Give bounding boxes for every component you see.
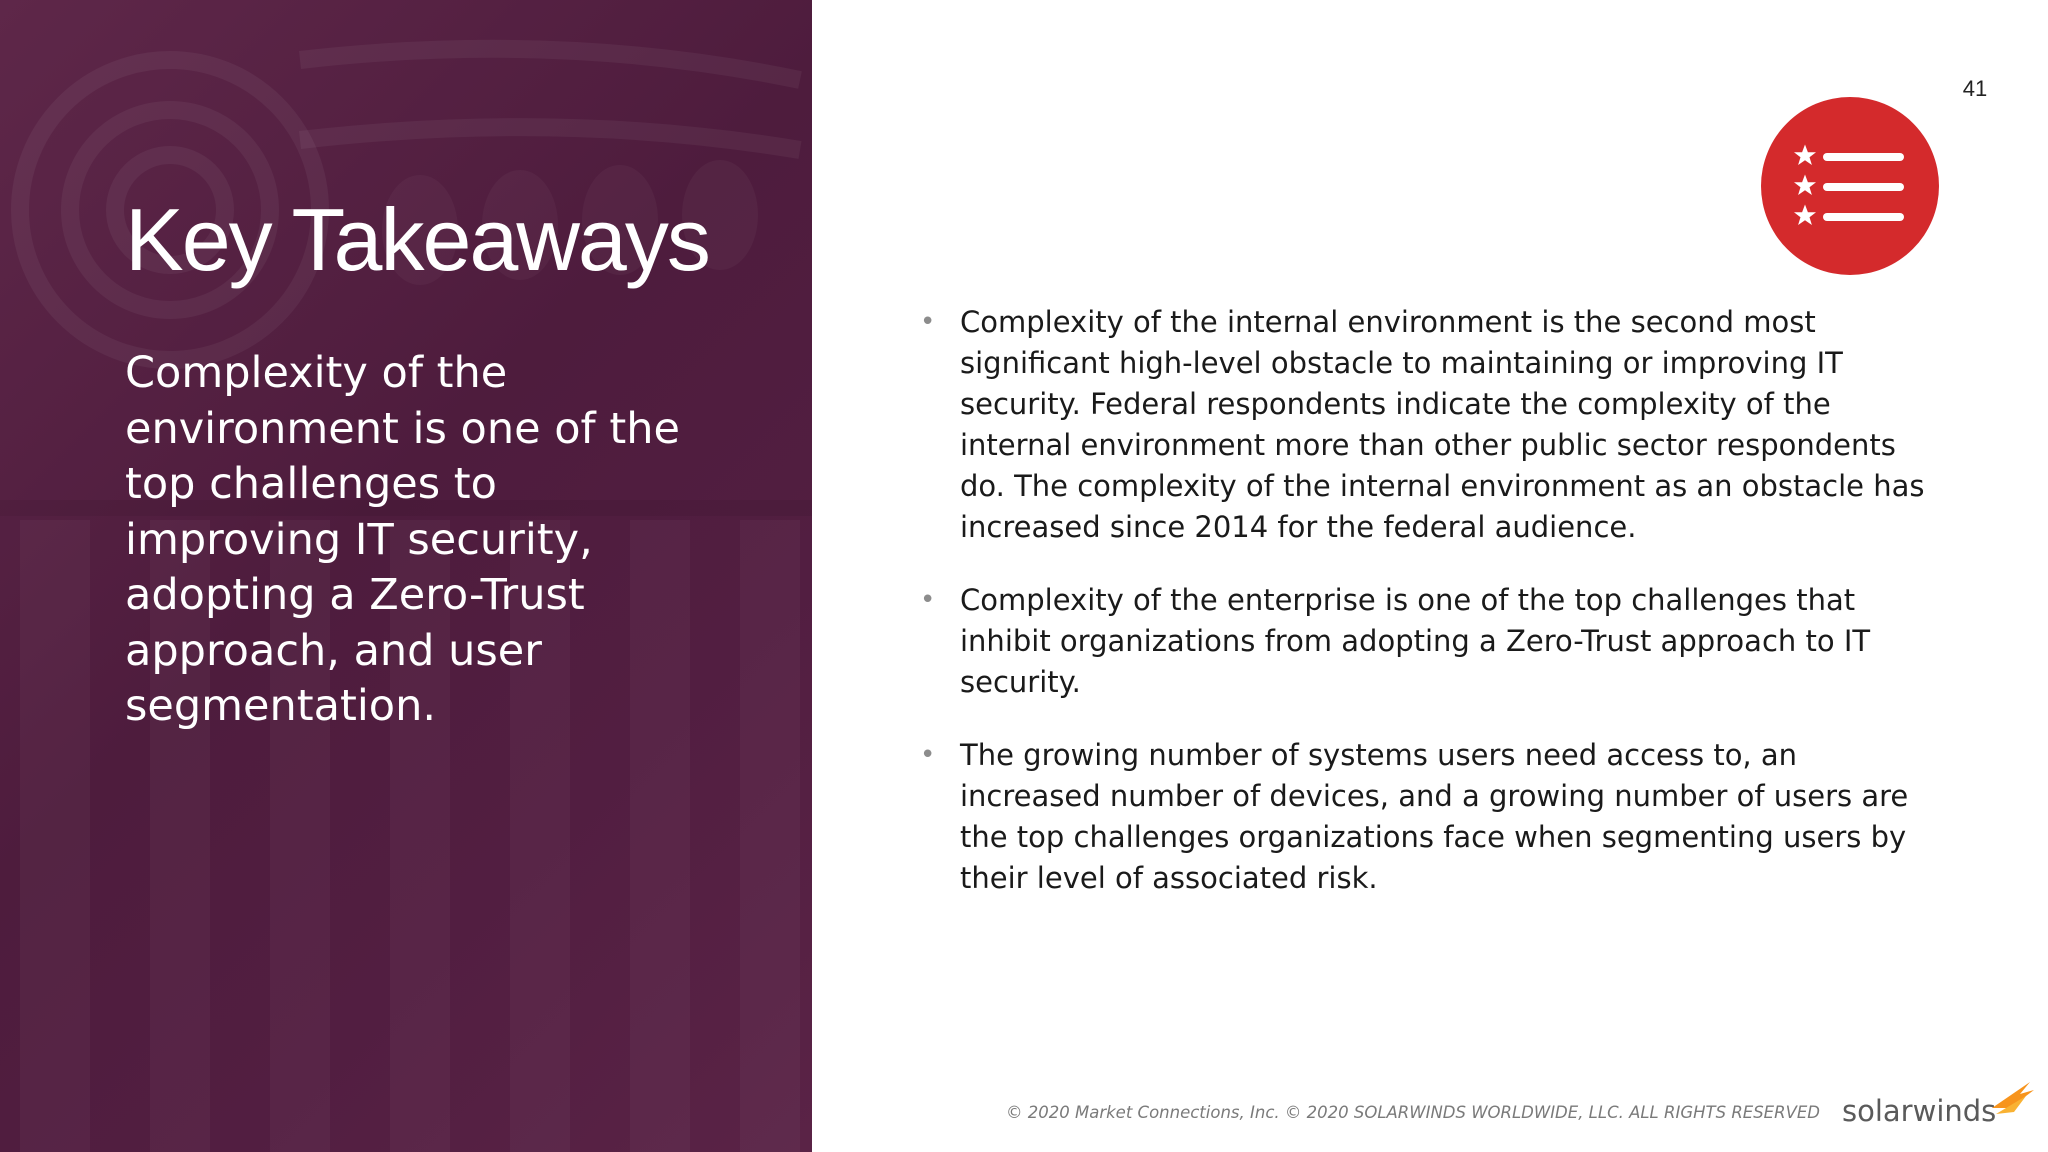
- title-panel: [0, 0, 812, 1152]
- key-message: Complexity of the environment is one of the top challenges to improving IT security, adopting a Zero-Trust approach, and user segmentation.: [125, 348, 680, 731]
- list-item: [920, 580, 1940, 703]
- list-item-text: The growing number of systems users need access to, an increased number of devices, and a growing number of users are the top challenges organizations face when segmenting users by their level of associated risk.: [960, 738, 1909, 895]
- copyright-notice: © 2020 Market Connections, Inc. © 2020 SOLARWINDS WORLDWIDE, LLC. ALL RIGHTS RESERVED: [1006, 1103, 1820, 1122]
- takeaway-list: [920, 302, 1940, 931]
- solarwinds-logo: [1842, 1084, 2034, 1136]
- checklist-stars-icon: [1760, 96, 1940, 276]
- solarwinds-flame-icon: [1990, 1078, 2034, 1116]
- list-item: [920, 302, 1940, 548]
- list-item: [920, 735, 1940, 899]
- bullet-icon: •: [920, 585, 936, 615]
- bullet-icon: •: [920, 740, 936, 770]
- list-item-text: Complexity of the enterprise is one of the top challenges that inhibit organizations from adopting a Zero-Trust approach to IT security.: [960, 583, 1871, 699]
- page-number: 41: [1962, 76, 1988, 101]
- list-item-text: Complexity of the internal environment is the second most significant high-level obstacle to maintaining or improving IT security. Federal respondents indicate the complexity of the internal environment more than other public sector respondents do. The complexity of the internal environment as an obstacle has increased since 2014 for the federal audience.: [960, 305, 1925, 544]
- brand-wordmark: solarwinds: [1842, 1094, 1997, 1128]
- bullet-icon: •: [920, 307, 936, 337]
- page-title: Key Takeaways: [125, 190, 709, 289]
